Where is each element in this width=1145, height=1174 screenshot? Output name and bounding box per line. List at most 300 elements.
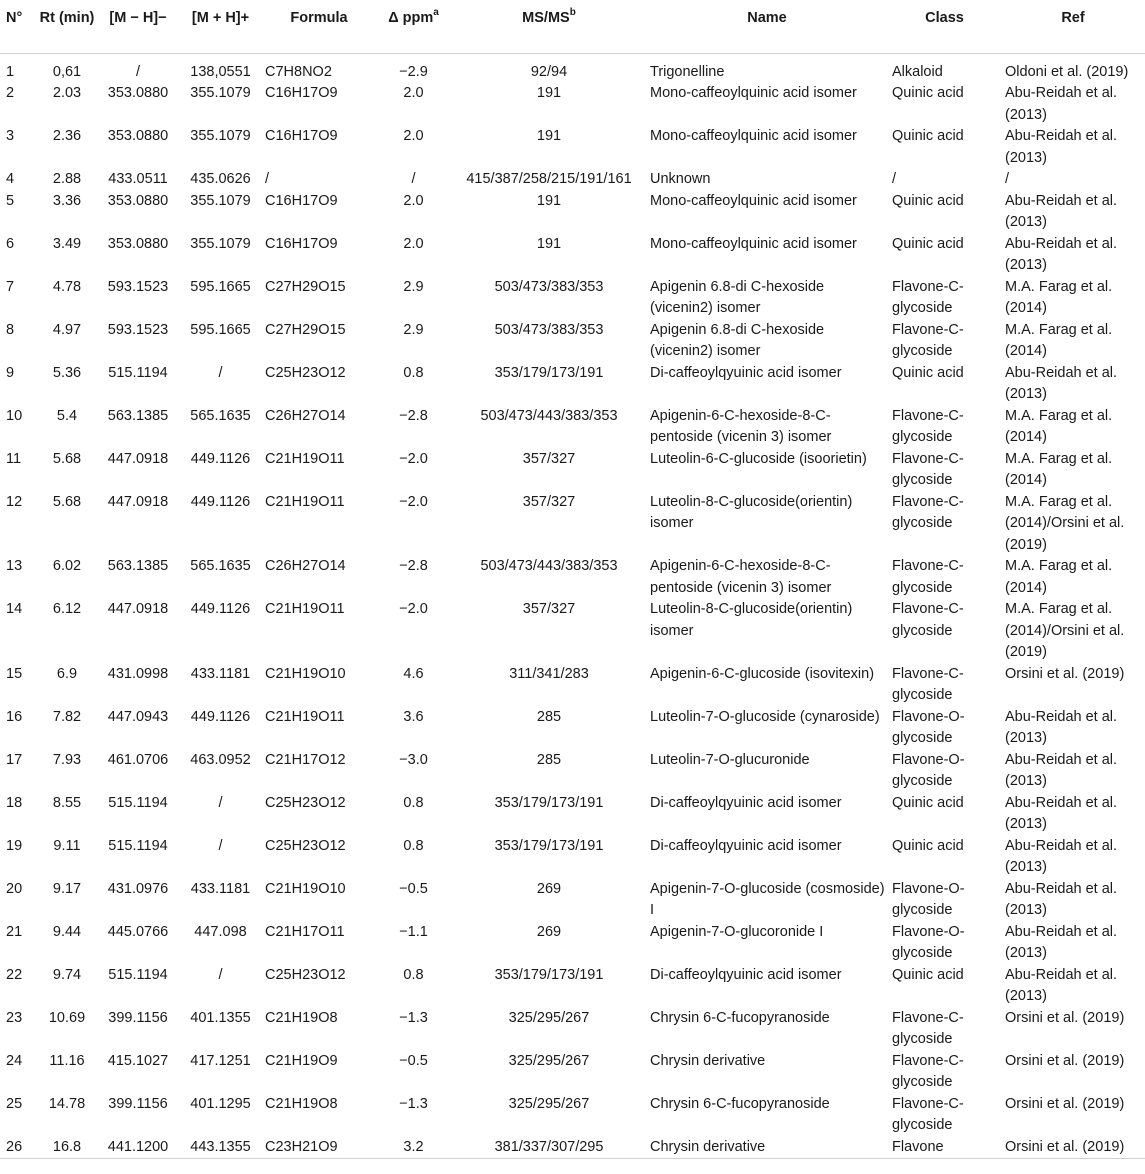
cell-ref: M.A. Farag et al. (2014)/Orsini et al. (2019) — [1005, 493, 1125, 553]
cell-n: 15 — [6, 665, 23, 682]
table-row — [0, 707, 1145, 750]
cell-formula: C21H19O11 — [265, 450, 345, 467]
cell-class: Alkaloid — [892, 63, 943, 80]
header-row — [0, 0, 1145, 53]
cell-n: 18 — [6, 794, 23, 811]
cell-formula: C16H17O9 — [265, 85, 338, 101]
cell-mh-neg: 399.1156 — [108, 1009, 168, 1026]
cell-ref: Orsini et al. (2019) — [1005, 1009, 1125, 1026]
table-row — [0, 83, 1145, 126]
cell-rt: 3.36 — [52, 192, 82, 209]
table-row — [0, 53, 1145, 83]
cell-formula: C21H19O11 — [265, 601, 345, 617]
table-row — [0, 599, 1145, 664]
cell-formula: C25H23O12 — [265, 837, 346, 854]
cell-name: Luteolin-6-C-glucoside (isoorietin) — [650, 450, 867, 467]
table-row — [0, 879, 1145, 922]
cell-n: 11 — [6, 450, 22, 467]
cell-formula: C21H19O11 — [265, 493, 345, 510]
cell-delta: 0.8 — [403, 837, 424, 854]
header-formula: Formula — [290, 10, 348, 26]
cell-formula: C16H17O9 — [265, 128, 338, 144]
cell-formula: C26H27O14 — [265, 558, 346, 574]
cell-msms: 357/327 — [522, 601, 576, 617]
table-row — [0, 1008, 1145, 1051]
cell-rt: 5.4 — [56, 407, 78, 424]
cell-n: 3 — [6, 128, 15, 144]
cell-mh-neg: 399.1156 — [108, 1095, 168, 1112]
cell-rt: 2.03 — [52, 85, 82, 101]
cell-ref: Abu-Reidah et al. (2013) — [1005, 751, 1118, 789]
table-body — [0, 53, 1145, 1159]
cell-mh-neg: 433.0511 — [108, 171, 168, 187]
cell-delta: −0.5 — [399, 1052, 428, 1069]
cell-mh-neg: 447.0918 — [107, 450, 169, 467]
cell-class: / — [892, 171, 897, 187]
cell-msms: 311/341/283 — [509, 665, 589, 682]
cell-formula: C25H23O12 — [265, 364, 346, 381]
cell-n: 2 — [6, 85, 15, 101]
cell-ref: / — [1005, 171, 1010, 187]
header-delta-text: Δ ppm — [388, 10, 434, 26]
cell-ref: M.A. Farag et al. (2014) — [1005, 278, 1113, 316]
cell-n: 25 — [6, 1095, 23, 1112]
cell-mh-neg: 447.0918 — [107, 601, 169, 617]
cell-rt: 4.78 — [52, 278, 82, 295]
cell-rt: 9.17 — [52, 880, 82, 897]
cell-n: 5 — [6, 192, 15, 209]
cell-class: Quinic acid — [892, 85, 964, 101]
cell-name: Di-caffeoylqyuinic acid isomer — [650, 794, 842, 811]
cell-msms: 285 — [536, 751, 562, 768]
cell-delta: −0.5 — [399, 880, 428, 897]
cell-mh-neg: 447.0943 — [107, 708, 169, 725]
cell-msms: 269 — [536, 923, 562, 940]
cell-n: 6 — [6, 235, 15, 252]
cell-n: 8 — [6, 321, 15, 338]
cell-delta: −2.0 — [399, 450, 428, 467]
cell-class: Quinic acid — [892, 364, 964, 381]
cell-delta: −2.9 — [399, 63, 428, 80]
cell-msms: 353/179/173/191 — [494, 794, 604, 811]
cell-msms: 353/179/173/191 — [494, 966, 604, 983]
cell-ref: M.A. Farag et al. (2014)/Orsini et al. (2019) — [1005, 601, 1125, 660]
cell-mh-pos: 435.0626 — [190, 171, 251, 187]
cell-ref: Abu-Reidah et al. (2013) — [1005, 708, 1118, 746]
cell-n: 20 — [6, 880, 23, 897]
cell-ref: M.A. Farag et al. (2014) — [1005, 558, 1113, 596]
cell-class: Flavone-O-glycoside — [892, 751, 965, 789]
cell-mh-neg: 563.1385 — [107, 407, 169, 424]
cell-mh-neg: 431.0976 — [107, 880, 169, 897]
cell-n: 9 — [6, 364, 15, 381]
cell-n: 23 — [6, 1009, 23, 1026]
cell-rt: 3.49 — [52, 235, 82, 252]
cell-name: Luteolin-8-C-glucoside(orientin) isomer — [650, 601, 853, 639]
cell-msms: 191 — [536, 85, 562, 101]
cell-formula: C21H19O9 — [265, 1052, 338, 1069]
cell-mh-pos: 433.1181 — [190, 665, 251, 682]
cell-delta: / — [411, 171, 416, 187]
cell-n: 4 — [6, 171, 15, 187]
cell-rt: 2.88 — [52, 171, 82, 187]
cell-rt: 5.68 — [52, 450, 82, 467]
cell-n: 1 — [6, 63, 15, 80]
cell-mh-neg: 515.1194 — [108, 837, 168, 854]
table-row — [0, 449, 1145, 492]
cell-n: 17 — [6, 751, 23, 768]
cell-mh-pos: / — [218, 794, 223, 811]
header-delta-footnote: a — [433, 7, 439, 19]
cell-n: 16 — [6, 708, 23, 725]
cell-formula: C21H17O11 — [265, 923, 345, 940]
cell-delta: 2.0 — [403, 192, 424, 209]
cell-mh-neg: 563.1385 — [107, 558, 169, 574]
cell-mh-neg: 353.0880 — [107, 128, 169, 144]
cell-msms: 503/473/443/383/353 — [480, 558, 618, 574]
header-msms-text: MS/MS — [522, 10, 570, 26]
cell-rt: 2.36 — [52, 128, 82, 144]
table-row — [0, 320, 1145, 363]
cell-formula: C16H17O9 — [265, 192, 338, 209]
cell-delta: 0.8 — [403, 794, 424, 811]
cell-mh-pos: 449.1126 — [190, 493, 251, 510]
table-row — [0, 922, 1145, 965]
cell-n: 7 — [6, 278, 15, 295]
header-rt: Rt (min) — [39, 10, 95, 26]
cell-ref: Orsini et al. (2019) — [1005, 665, 1125, 682]
cell-formula: C21H19O10 — [265, 880, 346, 897]
header-msms-footnote: b — [569, 7, 576, 19]
table-row — [0, 1094, 1145, 1137]
cell-formula: C25H23O12 — [265, 966, 346, 983]
table-row — [0, 406, 1145, 449]
cell-mh-pos: 355.1079 — [190, 85, 251, 101]
cell-n: 24 — [6, 1052, 23, 1069]
cell-name: Apigenin-6-C-hexoside-8-C-pentoside (vicenin 3) isomer — [650, 558, 832, 596]
table-header — [0, 0, 1145, 53]
cell-msms: 92/94 — [530, 63, 568, 80]
table-row — [0, 965, 1145, 1008]
cell-delta: −2.8 — [399, 558, 428, 574]
cell-class: Flavone-C-glycoside — [892, 558, 964, 596]
cell-formula: C21H19O8 — [265, 1009, 338, 1026]
cell-delta: 2.9 — [403, 278, 424, 295]
cell-ref: Orsini et al. (2019) — [1005, 1138, 1125, 1155]
table-row — [0, 1137, 1145, 1159]
cell-class: Flavone-C-glycoside — [892, 601, 964, 639]
table-row — [0, 234, 1145, 277]
cell-ref: Orsini et al. (2019) — [1005, 1052, 1125, 1069]
cell-class: Quinic acid — [892, 966, 964, 983]
cell-class: Flavone-C-glycoside — [892, 1095, 964, 1133]
cell-class: Flavone-C-glycoside — [892, 450, 964, 488]
table-row — [0, 169, 1145, 191]
cell-delta: 0.8 — [403, 364, 424, 381]
cell-mh-pos: 401.1355 — [190, 1009, 251, 1026]
cell-name: Apigenin-6-C-hexoside-8-C-pentoside (vicenin 3) isomer — [650, 407, 832, 445]
cell-name: Apigenin-6-C-glucoside (isovitexin) — [650, 665, 875, 682]
cell-mh-neg: / — [135, 63, 141, 80]
cell-name: Chrysin 6-C-fucopyranoside — [650, 1009, 830, 1026]
cell-mh-pos: 355.1079 — [190, 235, 251, 252]
cell-delta: 2.9 — [403, 321, 424, 338]
cell-name: Chrysin derivative — [650, 1052, 766, 1069]
cell-delta: −1.3 — [399, 1095, 428, 1112]
cell-name: Apigenin-7-O-glucoronide I — [650, 923, 824, 940]
cell-rt: 14.78 — [48, 1095, 86, 1112]
cell-rt: 5.36 — [52, 364, 82, 381]
cell-delta: −3.0 — [399, 751, 428, 768]
cell-rt: 9.74 — [52, 966, 82, 983]
cell-class: Flavone-C-glycoside — [892, 665, 964, 703]
cell-ref: M.A. Farag et al. (2014) — [1005, 407, 1113, 445]
cell-class: Flavone-C-glycoside — [892, 278, 964, 316]
table-row — [0, 191, 1145, 234]
cell-msms: 353/179/173/191 — [494, 364, 604, 381]
cell-name: Mono-caffeoylquinic acid isomer — [650, 235, 857, 252]
cell-mh-pos: / — [218, 364, 223, 381]
cell-class: Flavone-C-glycoside — [892, 1009, 964, 1047]
cell-ref: Oldoni et al. (2019) — [1005, 63, 1129, 80]
cell-msms: 285 — [536, 708, 562, 725]
cell-msms: 503/473/383/353 — [494, 278, 604, 295]
cell-n: 13 — [6, 558, 23, 574]
cell-msms: 191 — [536, 235, 562, 252]
cell-msms: 325/295/267 — [508, 1009, 590, 1026]
cell-delta: −2.0 — [399, 493, 428, 510]
cell-rt: 8.55 — [52, 794, 82, 811]
cell-delta: 3.6 — [403, 708, 424, 725]
cell-formula: C26H27O14 — [265, 407, 346, 424]
cell-delta: 0.8 — [403, 966, 424, 983]
cell-msms: 503/473/443/383/353 — [480, 407, 618, 424]
cell-ref: M.A. Farag et al. (2014) — [1005, 321, 1113, 359]
table-row — [0, 750, 1145, 793]
header-msms — [452, 0, 646, 53]
cell-formula: C21H17O12 — [265, 751, 346, 768]
cell-rt: 4.97 — [52, 321, 82, 338]
cell-mh-neg: 461.0706 — [107, 751, 169, 768]
cell-mh-neg: 431.0998 — [107, 665, 169, 682]
cell-class: Flavone-O-glycoside — [892, 923, 965, 961]
cell-rt: 7.82 — [52, 708, 82, 725]
cell-mh-neg: 515.1194 — [108, 966, 168, 983]
cell-msms: 353/179/173/191 — [494, 837, 604, 854]
table-row — [0, 556, 1145, 599]
cell-name: Apigenin-7-O-glucoside (cosmoside) I — [650, 880, 885, 918]
cell-rt: 16.8 — [52, 1138, 82, 1155]
cell-class: Flavone-C-glycoside — [892, 321, 964, 359]
cell-mh-neg: 445.0766 — [107, 923, 169, 940]
cell-ref: Orsini et al. (2019) — [1005, 1095, 1125, 1112]
cell-mh-neg: 515.1194 — [108, 794, 168, 811]
table-row — [0, 492, 1145, 557]
cell-rt: 9.11 — [53, 837, 81, 854]
cell-formula: C27H29O15 — [265, 321, 346, 338]
cell-mh-pos: / — [218, 966, 223, 983]
cell-rt: 5.68 — [52, 493, 82, 510]
cell-mh-pos: 449.1126 — [190, 708, 251, 725]
cell-mh-neg: 441.1200 — [107, 1138, 169, 1155]
cell-rt: 6.12 — [52, 601, 82, 617]
cell-class: Quinic acid — [892, 235, 964, 252]
cell-name: Di-caffeoylqyuinic acid isomer — [650, 837, 842, 854]
cell-n: 12 — [6, 493, 23, 510]
header-mh-pos: [M + H]+ — [191, 10, 250, 26]
cell-delta: −2.8 — [399, 407, 428, 424]
cell-delta: −2.0 — [399, 601, 428, 617]
cell-class: Flavone-O-glycoside — [892, 880, 965, 918]
cell-formula: / — [265, 171, 270, 187]
header-n: N° — [6, 10, 23, 26]
cell-name: Apigenin 6.8-di C-hexoside (vicenin2) isomer — [650, 321, 825, 359]
cell-name: Mono-caffeoylquinic acid isomer — [650, 85, 857, 101]
cell-name: Unknown — [650, 171, 711, 187]
cell-name: Luteolin-7-O-glucuronide — [650, 751, 810, 768]
cell-mh-pos: 447.098 — [194, 923, 247, 940]
cell-mh-neg: 515.1194 — [108, 364, 168, 381]
cell-ref: Abu-Reidah et al. (2013) — [1005, 235, 1118, 273]
cell-delta: 2.0 — [403, 235, 424, 252]
cell-rt: 11.16 — [49, 1052, 85, 1069]
cell-class: Quinic acid — [892, 794, 964, 811]
cell-mh-pos: 449.1126 — [190, 450, 251, 467]
cell-delta: 2.0 — [403, 85, 424, 101]
cell-name: Di-caffeoylqyuinic acid isomer — [650, 364, 842, 381]
cell-rt: 7.93 — [52, 751, 82, 768]
cell-ref: M.A. Farag et al. (2014) — [1005, 450, 1113, 488]
cell-ref: Abu-Reidah et al. (2013) — [1005, 128, 1118, 166]
header-name: Name — [747, 10, 787, 26]
cell-name: Chrysin derivative — [650, 1138, 766, 1155]
cell-formula: C21H19O11 — [265, 708, 345, 725]
cell-msms: 357/327 — [522, 493, 576, 510]
cell-mh-pos: 417.1251 — [190, 1052, 251, 1069]
cell-class: Flavone-C-glycoside — [892, 407, 964, 445]
cell-msms: 191 — [536, 128, 562, 144]
table-row — [0, 1051, 1145, 1094]
cell-class: Quinic acid — [892, 837, 964, 854]
table-row — [0, 793, 1145, 836]
cell-class: Flavone — [892, 1138, 944, 1155]
cell-rt: 6.02 — [52, 558, 82, 574]
cell-name: Apigenin 6.8-di C-hexoside (vicenin2) isomer — [650, 278, 825, 316]
cell-mh-neg: 447.0918 — [107, 493, 169, 510]
cell-mh-pos: 138,0551 — [190, 63, 251, 80]
header-ref: Ref — [1061, 10, 1085, 26]
table-row — [0, 277, 1145, 320]
cell-mh-neg: 353.0880 — [107, 85, 169, 101]
table-row — [0, 126, 1145, 169]
table-row — [0, 664, 1145, 707]
cell-mh-pos: 443.1355 — [190, 1138, 251, 1155]
cell-mh-pos: 463.0952 — [190, 751, 251, 768]
cell-ref: Abu-Reidah et al. (2013) — [1005, 837, 1118, 875]
cell-mh-pos: / — [218, 837, 223, 854]
cell-rt: 0,61 — [52, 63, 82, 80]
cell-class: Quinic acid — [892, 192, 964, 209]
cell-mh-pos: 595.1665 — [190, 321, 251, 338]
cell-formula: C16H17O9 — [265, 235, 338, 252]
cell-msms: 381/337/307/295 — [494, 1138, 604, 1155]
cell-name: Trigonelline — [650, 63, 725, 80]
cell-mh-neg: 593.1523 — [107, 321, 169, 338]
cell-msms: 357/327 — [522, 450, 576, 467]
cell-delta: −1.1 — [399, 923, 428, 940]
cell-msms: 269 — [536, 880, 562, 897]
cell-name: Luteolin-8-C-glucoside(orientin) isomer — [650, 493, 853, 531]
cell-rt: 10.69 — [48, 1009, 86, 1026]
cell-name: Di-caffeoylqyuinic acid isomer — [650, 966, 842, 983]
cell-class: Flavone-C-glycoside — [892, 1052, 964, 1090]
cell-mh-neg: 353.0880 — [107, 235, 169, 252]
cell-msms: 503/473/383/353 — [494, 321, 604, 338]
cell-name: Mono-caffeoylquinic acid isomer — [650, 128, 857, 144]
cell-name: Luteolin-7-O-glucoside (cynaroside) — [650, 708, 880, 725]
cell-formula: C7H8NO2 — [265, 63, 332, 80]
cell-formula: C27H29O15 — [265, 278, 346, 295]
cell-n: 19 — [6, 837, 23, 854]
cell-formula: C25H23O12 — [265, 794, 346, 811]
cell-mh-neg: 593.1523 — [107, 278, 169, 295]
cell-ref: Abu-Reidah et al. (2013) — [1005, 192, 1118, 230]
cell-delta: 4.6 — [403, 665, 424, 682]
cell-mh-pos: 355.1079 — [190, 128, 251, 144]
cell-ref: Abu-Reidah et al. (2013) — [1005, 923, 1118, 961]
header-mh-neg: [M − H]− — [109, 10, 167, 26]
cell-formula: C23H21O9 — [265, 1138, 338, 1155]
cell-msms: 325/295/267 — [508, 1095, 590, 1112]
cell-mh-pos: 401.1295 — [190, 1095, 251, 1112]
cell-n: 26 — [6, 1138, 23, 1155]
cell-formula: C21H19O10 — [265, 665, 346, 682]
cell-mh-neg: 353.0880 — [107, 192, 169, 209]
cell-class: Flavone-O-glycoside — [892, 708, 965, 746]
table-row — [0, 363, 1145, 406]
cell-msms: 325/295/267 — [508, 1052, 590, 1069]
cell-n: 22 — [6, 966, 23, 983]
table-row — [0, 836, 1145, 879]
cell-rt: 6.9 — [56, 665, 78, 682]
cell-ref: Abu-Reidah et al. (2013) — [1005, 966, 1118, 1004]
cell-class: Quinic acid — [892, 128, 964, 144]
cell-mh-pos: 433.1181 — [190, 880, 251, 897]
cell-n: 14 — [6, 601, 23, 617]
cell-msms: 191 — [536, 192, 562, 209]
cell-mh-pos: 565.1635 — [190, 407, 251, 424]
header-delta — [375, 0, 452, 53]
cell-name: Chrysin 6-C-fucopyranoside — [650, 1095, 830, 1112]
cell-mh-pos: 565.1635 — [190, 558, 251, 574]
cell-mh-pos: 449.1126 — [190, 601, 251, 617]
cell-name: Mono-caffeoylquinic acid isomer — [650, 192, 857, 209]
cell-class: Flavone-C-glycoside — [892, 493, 964, 531]
cell-ref: Abu-Reidah et al. (2013) — [1005, 794, 1118, 832]
cell-n: 10 — [6, 407, 23, 424]
cell-msms: 415/387/258/215/191/161 — [466, 171, 632, 187]
header-class: Class — [925, 10, 964, 26]
cell-mh-pos: 355.1079 — [190, 192, 251, 209]
cell-delta: −1.3 — [399, 1009, 428, 1026]
cell-ref: Abu-Reidah et al. (2013) — [1005, 880, 1118, 918]
cell-delta: 2.0 — [403, 128, 424, 144]
cell-mh-pos: 595.1665 — [190, 278, 251, 295]
cell-n: 21 — [6, 923, 23, 940]
cell-ref: Abu-Reidah et al. (2013) — [1005, 85, 1118, 123]
cell-ref: Abu-Reidah et al. (2013) — [1005, 364, 1118, 402]
cell-rt: 9.44 — [52, 923, 82, 940]
